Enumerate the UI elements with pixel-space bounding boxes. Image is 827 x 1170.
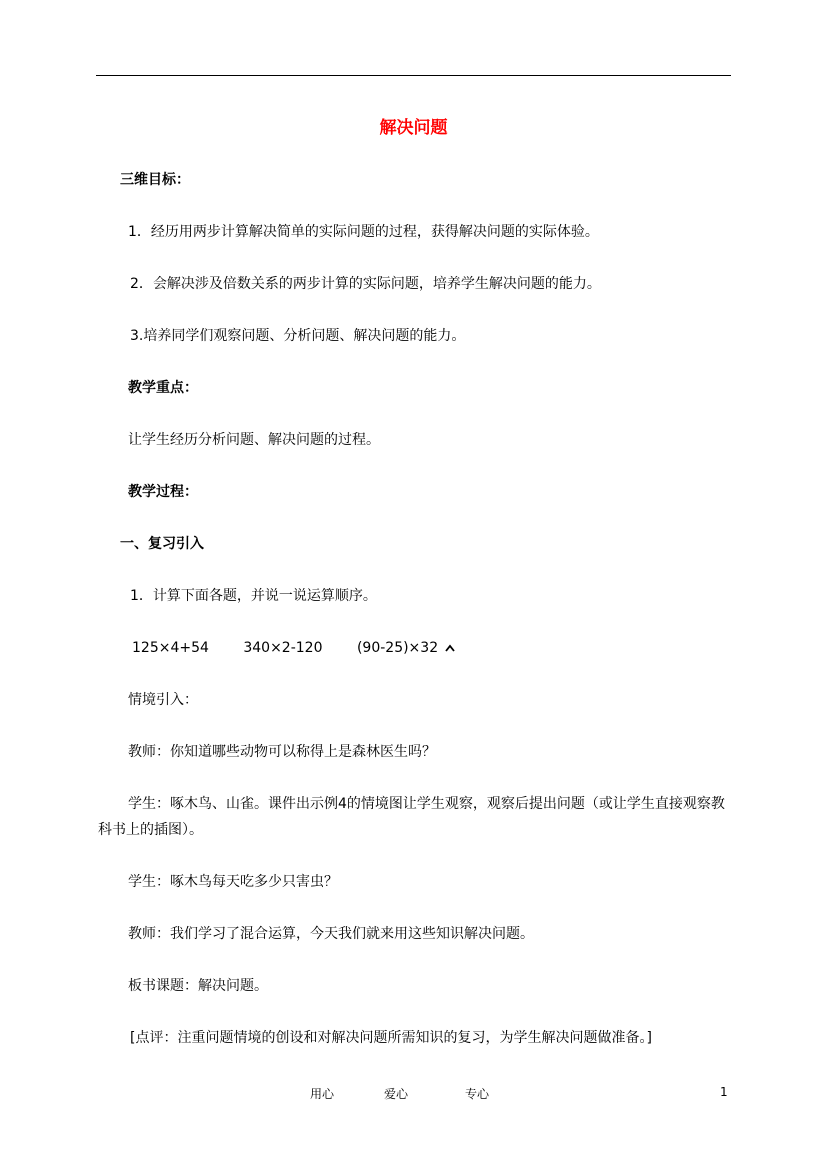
process-heading: 教学过程： xyxy=(128,484,198,500)
commentary-note: [点评：注重问题情境的创设和对解决问题所需知识的复习，为学生解决问题做准备。] xyxy=(130,1030,652,1046)
goal-item-2: 2．会解决涉及倍数关系的两步计算的实际问题，培养学生解决问题的能力。 xyxy=(130,276,601,292)
formula-row xyxy=(132,635,455,661)
dialogue-line-2: 学生：啄木鸟、山雀。课件出示例4的情境图让学生观察，观察后提出问题（或让学生直接观察教科书上的插图）。 xyxy=(98,796,725,838)
section-heading-review: 一、复习引入 xyxy=(120,536,204,552)
formula-1: 125×4+54 xyxy=(132,640,209,656)
document-title: 解决问题 xyxy=(379,118,448,138)
scenario-label: 情境引入： xyxy=(128,692,198,708)
goal-item-3: 3.培养同学们观察问题、分析问题、解决问题的能力。 xyxy=(130,328,466,344)
goal-item-1: 1．经历用两步计算解决简单的实际问题的过程，获得解决问题的实际体验。 xyxy=(128,224,599,240)
footer-item-1: 用心 xyxy=(310,1087,335,1101)
dialogue-line-3: 学生：啄木鸟每天吃多少只害虫？ xyxy=(128,874,338,890)
board-title-line: 板书课题：解决问题。 xyxy=(128,978,268,994)
footer-item-3: 专心 xyxy=(465,1087,490,1101)
page-number: 1 xyxy=(720,1085,728,1099)
formula-2: 340×2-120 xyxy=(243,640,323,656)
footer-item-2: 爱心 xyxy=(384,1087,409,1101)
key-points-heading: 教学重点： xyxy=(128,380,198,396)
goals-heading: 三维目标： xyxy=(120,172,190,188)
dialogue-line-4: 教师：我们学习了混合运算，今天我们就来用这些知识解决问题。 xyxy=(128,926,534,942)
caret-icon xyxy=(445,643,455,653)
key-points-text: 让学生经历分析问题、解决问题的过程。 xyxy=(128,432,380,448)
header-rule xyxy=(96,75,731,76)
formula-3: (90-25)×32 xyxy=(356,640,439,656)
dialogue-line-1: 教师：你知道哪些动物可以称得上是森林医生吗？ xyxy=(128,744,436,760)
task-instruction: 1．计算下面各题，并说一说运算顺序。 xyxy=(130,588,377,604)
